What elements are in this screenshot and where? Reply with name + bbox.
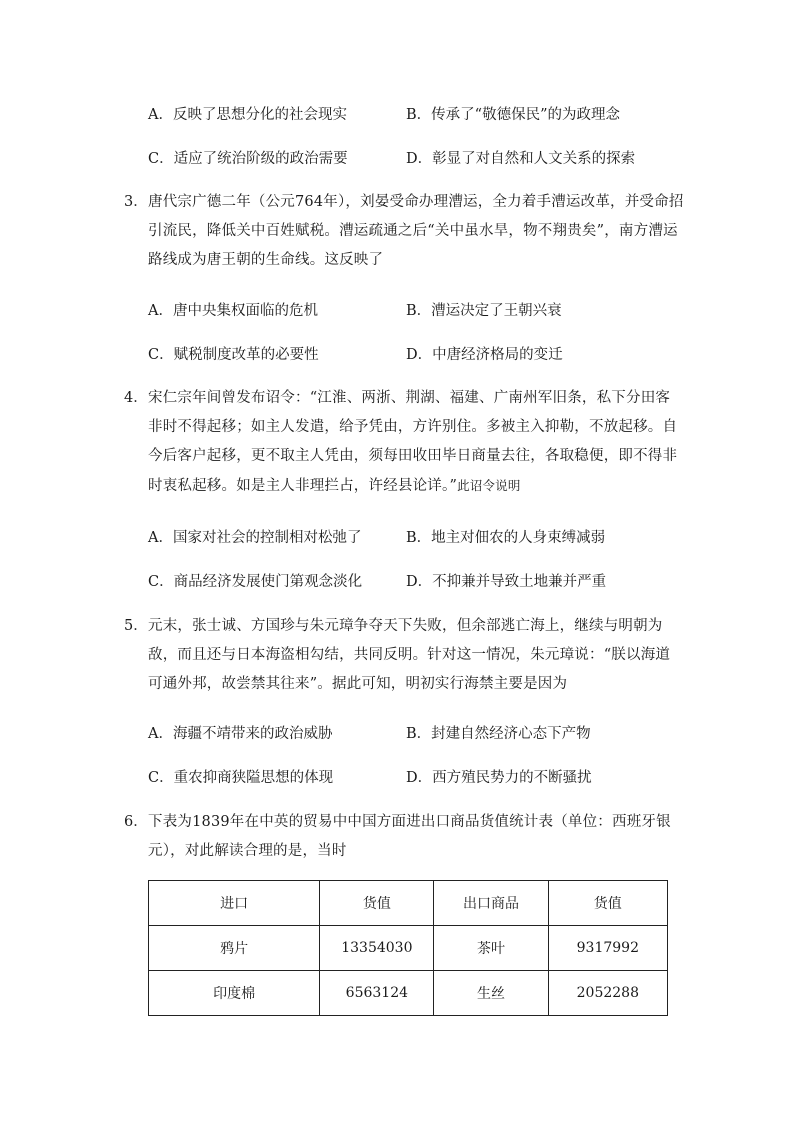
- q4-options-row-2: [148, 570, 708, 591]
- table-cell: 9317992: [548, 926, 667, 971]
- question-5-number: 5．: [124, 618, 148, 634]
- table-row: [149, 971, 668, 1016]
- q3-options-row-1: [148, 299, 708, 320]
- q4-option-b[interactable]: B．地主对佃农的人身束缚减弱: [406, 530, 606, 546]
- q4-option-c[interactable]: C．商品经济发展使门第观念淡化: [148, 574, 363, 590]
- table-cell: 生丝: [434, 971, 548, 1016]
- table-cell: 6563124: [320, 971, 434, 1016]
- q3-option-d[interactable]: D．中唐经济格局的变迁: [406, 347, 563, 363]
- q2-option-c[interactable]: C．适应了统治阶级的政治需要: [148, 151, 348, 167]
- question-4: [124, 384, 684, 501]
- question-4-number: 4．: [124, 390, 148, 406]
- q3-option-a[interactable]: A．唐中央集权面临的危机: [148, 303, 318, 319]
- table-cell: 鸦片: [149, 926, 320, 971]
- q5-options-row-1: [148, 722, 708, 743]
- q5-option-c[interactable]: C．重农抑商狭隘思想的体现: [148, 770, 334, 786]
- table-header-row: [149, 881, 668, 926]
- q2-options-row-1: [148, 103, 708, 124]
- table-cell: 印度棉: [149, 971, 320, 1016]
- q2-option-b[interactable]: B．传承了“敬德保民”的为政理念: [406, 107, 620, 123]
- table-header-cell: 进口: [149, 881, 320, 926]
- question-4-stem: [148, 384, 684, 501]
- question-3-stem: 唐代宗广德二年（公元764年），刘晏受命办理漕运，全力着手漕运改革，并受命招引流民，降低关中百姓赋税。漕运疏通之后“关中虽水旱，物不翔贵矣”，南方漕运路线成为唐王朝的生命线。这反映了: [148, 194, 684, 268]
- question-3: [124, 188, 684, 275]
- q5-options-row-2: [148, 766, 708, 787]
- q3-options-row-2: [148, 343, 708, 364]
- question-6: [124, 808, 684, 866]
- trade-table: [148, 880, 668, 1016]
- table-row: [149, 926, 668, 971]
- q3-option-b[interactable]: B．漕运决定了王朝兴衰: [406, 303, 562, 319]
- table-header-cell: 货值: [320, 881, 434, 926]
- question-5-stem: 元末，张士诚、方国珍与朱元璋争夺天下失败，但余部逃亡海上，继续与明朝为敌，而且还与日本海盗相勾结，共同反明。针对这一情况，朱元璋说：“朕以海道可通外邦，故尝禁其往来”。据此可知，明初实行海禁主要是因为: [148, 618, 671, 692]
- q5-option-d[interactable]: D．西方殖民势力的不断骚扰: [406, 770, 592, 786]
- q4-option-a[interactable]: A．国家对社会的控制相对松弛了: [148, 530, 362, 546]
- q2-option-a[interactable]: A．反映了思想分化的社会现实: [148, 107, 347, 123]
- table-header-cell: 出口商品: [434, 881, 548, 926]
- question-6-stem: 下表为1839年在中英的贸易中中国方面进出口商品货值统计表（单位：西班牙银元），对此解读合理的是，当时: [148, 814, 671, 859]
- q5-option-b[interactable]: B．封建自然经济心态下产物: [406, 726, 591, 742]
- table-cell: 13354030: [320, 926, 434, 971]
- q3-option-c[interactable]: C．赋税制度改革的必要性: [148, 347, 319, 363]
- q2-options-row-2: [148, 147, 708, 168]
- table-cell: 茶叶: [434, 926, 548, 971]
- table-cell: 2052288: [548, 971, 667, 1016]
- q4-option-d[interactable]: D．不抑兼并导致土地兼并严重: [406, 574, 607, 590]
- question-5: [124, 612, 684, 699]
- question-4-stem-main: 宋仁宗年间曾发布诏令：“江淮、两浙、荆湖、福建、广南州军旧条，私下分田客非时不得起移；如主人发遣，给予凭由，方许别住。多被主入抑勒，不放起移。自今后客户起移，更不取主人凭由，须每田收田毕日商量去往，各取稳便，即不得非时衷私起移。如是主人非理拦占，许经县论详。”: [148, 390, 678, 494]
- q4-options-row-1: [148, 526, 708, 547]
- question-6-number: 6．: [124, 814, 148, 830]
- q5-option-a[interactable]: A．海疆不靖带来的政治威胁: [148, 726, 333, 742]
- q2-option-d[interactable]: D．彰显了对自然和人文关系的探索: [406, 151, 636, 167]
- table-header-cell: 货值: [548, 881, 667, 926]
- question-4-stem-tail: 此诏令说明: [457, 478, 521, 493]
- question-3-number: 3．: [124, 194, 148, 210]
